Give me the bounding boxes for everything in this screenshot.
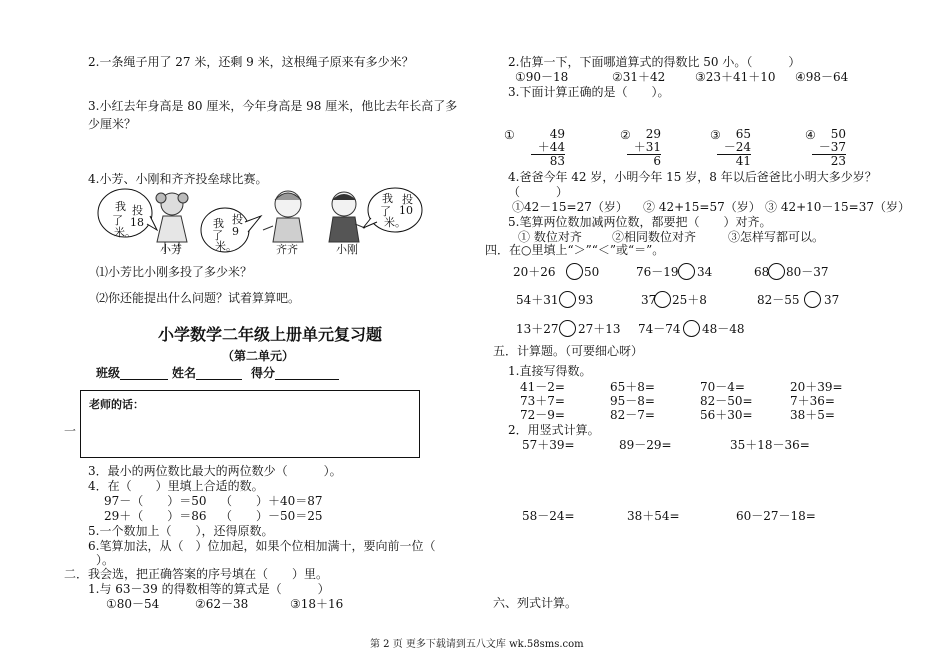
direct-r2c3[interactable]: 82－50= — [700, 394, 753, 408]
calc-option-2-top: 29 — [645, 127, 661, 141]
choice-q2: 2.估算一下，下面哪道算式的得数比 50 小。（ ） — [508, 55, 801, 69]
compare-6-left: 82－55 — [757, 293, 800, 307]
bubble2-text2: 投 — [232, 213, 243, 226]
direct-r1c1[interactable]: 41－2= — [520, 380, 565, 394]
calc-option-2-no[interactable]: ② — [620, 128, 631, 142]
section2-heading: 二．我会选，把正确答案的序号填在（ ）里。 — [64, 567, 329, 581]
calc-option-3-op: －24 — [723, 140, 751, 154]
bubble3-text4: 10 — [399, 204, 413, 217]
compare-8-right: 48－48 — [702, 322, 745, 336]
fill-q6-line2: ）。 — [96, 553, 115, 567]
compare-1-circle[interactable] — [566, 263, 583, 280]
choice-q5-opt1[interactable]: ① 数位对齐 — [518, 230, 582, 244]
question-height-line1: 3.小红去年身高是 80 厘米，今年身高是 98 厘米，他比去年长高了多 — [88, 99, 458, 113]
choice-q4-line1: 4.爸爸今年 42 岁，小明今年 15 岁，8 年以后爸爸比小明大多少岁？ — [508, 170, 877, 184]
name-blank[interactable] — [196, 366, 242, 380]
bubble1-text3: 了 — [112, 214, 123, 227]
calc-option-3 — [717, 128, 751, 168]
question-throw: 4.小芳、小刚和齐齐投垒球比赛。 — [88, 172, 268, 186]
subquestion-2: ⑵你还能提出什么问题？试着算算吧。 — [96, 291, 301, 305]
calc-option-1 — [531, 128, 565, 168]
calc-option-4-op: －37 — [818, 140, 846, 154]
question-rope: 2.一条绳子用了 27 米，还剩 9 米，这根绳子原来有多少米？ — [88, 55, 414, 69]
choice-q4-opt3[interactable]: ③ 42+10－15=37（岁） — [765, 200, 911, 214]
vertical-r1c2[interactable]: 89－29= — [619, 438, 672, 452]
calc-option-3-res: 41 — [735, 154, 751, 168]
fill-q5: 5.一个数加上（ ），还得原数。 — [88, 524, 274, 538]
direct-r2c2[interactable]: 95－8= — [610, 394, 655, 408]
compare-3-circle[interactable] — [768, 263, 785, 280]
calc-option-1-op: ＋44 — [537, 140, 565, 154]
direct-calc-label: 1.直接写得数。 — [508, 364, 592, 378]
vertical-r1c1[interactable]: 57＋39= — [522, 438, 575, 452]
direct-r3c2[interactable]: 82－7= — [610, 408, 655, 422]
calc-option-1-no[interactable]: ① — [504, 128, 515, 142]
compare-7-circle[interactable] — [559, 320, 576, 337]
compare-8-circle[interactable] — [683, 320, 700, 337]
fill-q4b: （ ）＋40＝87 — [220, 494, 323, 508]
bubble2-text4: 9 — [232, 225, 239, 238]
bubble1-text5: 米。 — [114, 226, 136, 239]
calc-option-3-top: 65 — [735, 127, 751, 141]
page-title: 小学数学二年级上册单元复习题 — [158, 325, 383, 344]
class-label: 班级 — [96, 366, 121, 380]
compare-2-right: 34 — [697, 265, 713, 279]
direct-r1c2[interactable]: 65＋8= — [610, 380, 655, 394]
choice-q2-opt1[interactable]: ①90－18 — [515, 70, 569, 84]
choice-q2-opt2[interactable]: ②31＋42 — [612, 70, 666, 84]
bubble3-text3: 了 — [380, 205, 391, 218]
subquestion-1: ⑴小芳比小刚多投了多少米？ — [96, 265, 253, 279]
compare-4-right: 93 — [578, 293, 594, 307]
bubble2-text5: 米。 — [215, 240, 237, 253]
bubble2-text1: 我 — [213, 217, 224, 230]
compare-7-right: 27＋13 — [578, 322, 621, 336]
direct-r3c4[interactable]: 38＋5= — [790, 408, 835, 422]
fill-q4a: 97－（ ）＝50 — [104, 494, 207, 508]
question-height-line2: 少厘米？ — [88, 117, 137, 131]
bubble1-text2: 投 — [132, 204, 143, 217]
bubble2-text3: 了 — [212, 229, 223, 242]
name-qiqi: 齐齐 — [276, 243, 298, 256]
calc-option-4-no[interactable]: ④ — [805, 128, 816, 142]
compare-4-left: 54＋31 — [516, 293, 559, 307]
page-footer: 第 2 页 更多下载请到五八文库 wk.58sms.com — [370, 639, 584, 650]
name-label: 姓名 — [172, 366, 197, 380]
choice-q5-opt2[interactable]: ②相同数位对齐 — [612, 230, 697, 244]
fill-q4d: （ ）－50＝25 — [220, 509, 323, 523]
calc-option-2-res: 6 — [653, 154, 661, 168]
choice-q1-opt3[interactable]: ③18＋16 — [290, 597, 344, 611]
compare-5-circle[interactable] — [654, 291, 671, 308]
compare-1-left: 20＋26 — [513, 265, 556, 279]
direct-r2c4[interactable]: 7＋36= — [790, 394, 835, 408]
direct-r1c4[interactable]: 20＋39= — [790, 380, 843, 394]
compare-8-left: 74－74 — [638, 322, 681, 336]
vertical-calc-label: 2．用竖式计算。 — [508, 423, 600, 437]
calc-option-1-top: 49 — [549, 127, 565, 141]
calc-option-3-no[interactable]: ③ — [710, 128, 721, 142]
class-blank[interactable] — [120, 366, 168, 380]
choice-q5-opt3[interactable]: ③怎样写都可以。 — [728, 230, 825, 244]
compare-6-circle[interactable] — [804, 291, 821, 308]
compare-4-circle[interactable] — [559, 291, 576, 308]
boy-qiqi-figure — [263, 191, 303, 242]
bubble3-text5: 米。 — [384, 216, 406, 229]
compare-6-right: 37 — [824, 293, 840, 307]
teacher-comment-label: 老师的话： — [89, 398, 144, 411]
vertical-r2c2[interactable]: 38＋54= — [627, 509, 680, 523]
section6-heading: 六、列式计算。 — [493, 596, 578, 610]
choice-q4-opt1[interactable]: ①42－15=27（岁） — [512, 200, 628, 214]
fill-q3: 3．最小的两位数比最大的两位数少（ ）。 — [88, 464, 342, 478]
compare-5-right: 25＋8 — [672, 293, 707, 307]
fill-q6-line1: 6.笔算加法，从（ ）位加起，如果个位相加满十，要向前一位（ — [88, 539, 436, 553]
fill-q4: 4．在（ ）里填上合适的数。 — [88, 479, 264, 493]
choice-q4-opt2[interactable]: ② 42+15=57（岁） — [643, 200, 761, 214]
vertical-r1c3[interactable]: 35＋18－36= — [730, 438, 810, 452]
score-label: 得分 — [251, 366, 276, 380]
choice-q1-opt1[interactable]: ①80－54 — [106, 597, 160, 611]
direct-r3c1[interactable]: 72－9= — [520, 408, 565, 422]
choice-q1-opt2[interactable]: ②62－38 — [195, 597, 249, 611]
choice-q2-opt4[interactable]: ④98－64 — [795, 70, 849, 84]
score-blank[interactable] — [275, 366, 339, 380]
direct-r3c3[interactable]: 56＋30= — [700, 408, 753, 422]
calc-option-2 — [627, 128, 661, 168]
name-xiaofang: 小芳 — [160, 243, 182, 256]
compare-5-left: 37 — [641, 293, 657, 307]
section1-marker: 一 — [64, 424, 77, 438]
calc-option-1-res: 83 — [549, 154, 565, 168]
name-xiaogang: 小刚 — [336, 243, 358, 256]
section5-heading: 五．计算题。（可要细心呀） — [493, 344, 644, 358]
boy-xiaogang-figure — [329, 192, 365, 242]
bubble1-text4: 18 — [130, 216, 144, 229]
vertical-r2c3[interactable]: 60－27－18= — [736, 509, 816, 523]
bubble1-text1: 我 — [115, 200, 126, 213]
compare-1-right: 50 — [584, 265, 600, 279]
direct-r2c1[interactable]: 73＋7= — [520, 394, 565, 408]
choice-q1: 1.与 63－39 的得数相等的算式是（ ） — [88, 582, 330, 596]
name-field — [172, 366, 242, 380]
score-field — [251, 366, 339, 380]
compare-2-left: 76－19 — [636, 265, 679, 279]
choice-q4-line2: （ ） — [508, 185, 569, 199]
class-field — [96, 366, 168, 380]
calc-option-2-op: ＋31 — [633, 140, 661, 154]
calc-option-4-top: 50 — [830, 127, 846, 141]
unit-subtitle: （第二单元） — [222, 349, 295, 363]
bubble3-text1: 我 — [382, 192, 393, 205]
fill-q4c: 29＋（ ）＝86 — [104, 509, 207, 523]
compare-3-left: 68 — [754, 265, 770, 279]
calc-option-4-res: 23 — [830, 154, 846, 168]
section4-heading: 四．在○里填上“＞”“＜”或“＝”。 — [485, 243, 665, 257]
choice-q3: 3.下面计算正确的是（ ）。 — [508, 85, 670, 99]
bubble3-text2: 投 — [402, 193, 413, 206]
direct-r1c3[interactable]: 70－4= — [700, 380, 745, 394]
choice-q2-opt3[interactable]: ③23＋41＋10 — [695, 70, 776, 84]
throwing-illustration — [95, 186, 425, 260]
compare-3-right: 80－37 — [786, 265, 829, 279]
vertical-r2c1[interactable]: 58－24= — [522, 509, 575, 523]
choice-q5: 5.笔算两位数加减两位数，都要把（ ）对齐。 — [508, 215, 772, 229]
compare-7-left: 13＋27 — [516, 322, 559, 336]
teacher-comment-box[interactable] — [80, 390, 420, 458]
compare-2-circle[interactable] — [678, 263, 695, 280]
calc-option-4 — [812, 128, 846, 168]
